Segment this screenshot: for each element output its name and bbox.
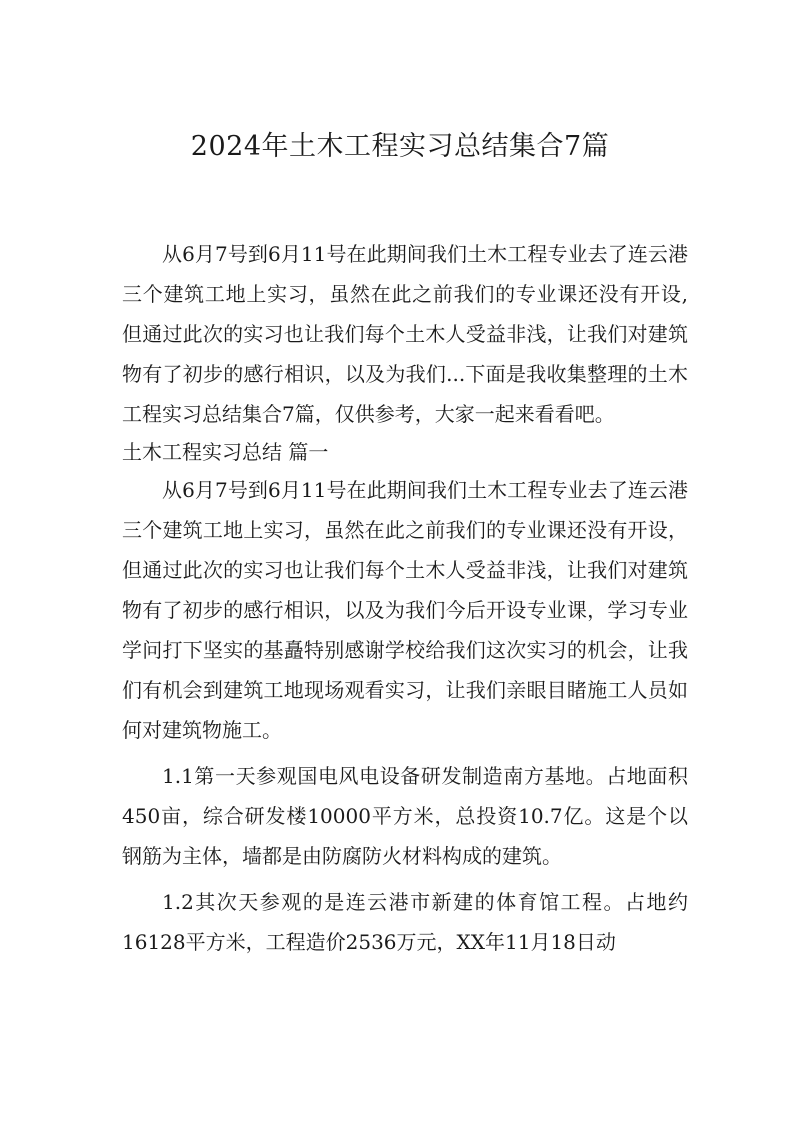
body-paragraph-1: 从6月7号到6月11号在此期间我们土木工程专业去了连云港三个建筑工地上实习，虽然在此之前我们的专业课还没有开设，但通过此次的实习也让我们每个土木人受益非浅，让我们对建筑物有了初步的感行相识，以及为我们今后开设专业课，学习专业学问打下坚实的基矗特别感谢学校给我们这次实习的机会，让我们有机会到建筑工地现场观看实习，让我们亲眼目睹施工人员如何对建筑物施工。: [122, 478, 688, 742]
section-heading: 土木工程实习总结 篇一: [122, 440, 329, 464]
intro-paragraph: 从6月7号到6月11号在此期间我们土木工程专业去了连云港三个建筑工地上实习，虽然在此之前我们的专业课还没有开设,但通过此次的实习也让我们每个土木人受益非浅，让我们对建筑物有了初步的感行相识，以及为我们...下面是我收集整理的土木工程实习总结集合7篇，仅供参考，大家一起来看看吧。: [122, 242, 688, 426]
document-title: 2024年土木工程实习总结集合7篇: [190, 131, 610, 162]
body-paragraph-2: 1.1第一天参观国电风电设备研发制造南方基地。占地面积450亩，综合研发楼10000平方米，总投资10.7亿。这是个以钢筋为主体，墙都是由防腐防火材料构成的建筑。: [122, 764, 688, 868]
body-paragraph-3: 1.2其次天参观的是连云港市新建的体育馆工程。占地约16128平方米，工程造价2536万元，XX年11月18日动: [122, 890, 688, 954]
document-body: [122, 234, 688, 962]
